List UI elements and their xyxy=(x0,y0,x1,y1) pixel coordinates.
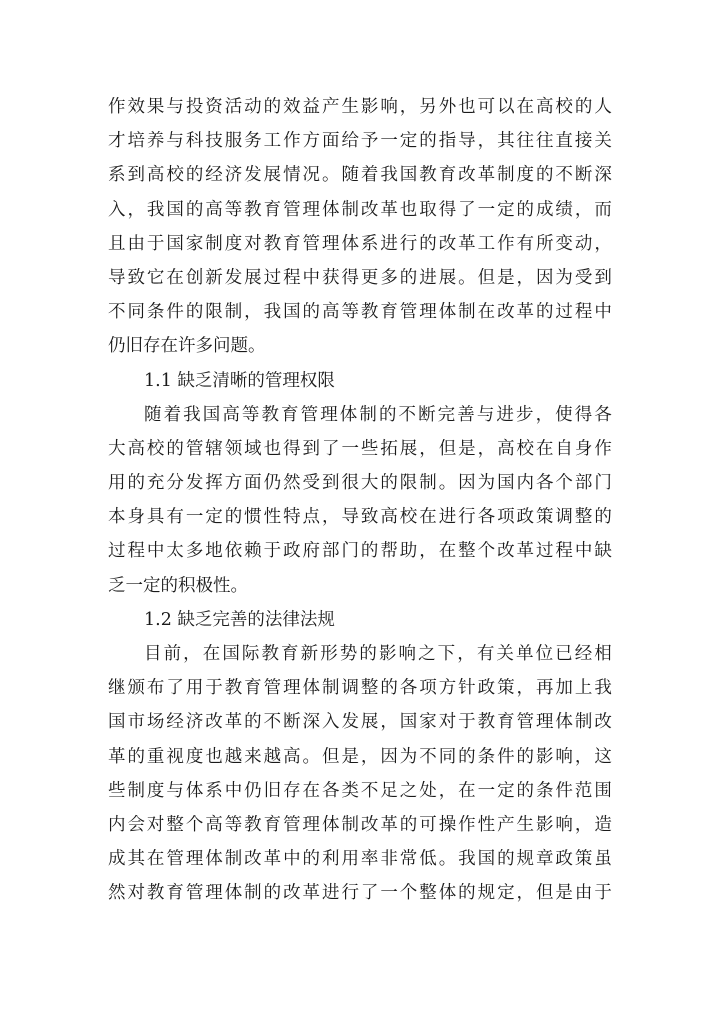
text-line: 继 颁 布 了 用 于 教 育 管 理 体 制 调 整 的 各 项 方 针 政 策 ， 再 加 上 我 xyxy=(108,678,612,699)
text-line: 乏一定的积极性。 xyxy=(108,575,248,596)
text-line: 且 由 于 国 家 制 度 对 教 育 管 理 体 系 进 行 的 改 革 工 作 有 所 变 动 ， xyxy=(108,233,612,254)
text-line: 过 程 中 太 多 地 依 赖 于 政 府 部 门 的 帮 助 ， 在 整 个 改 革 过 程 中 缺 xyxy=(108,541,612,562)
text-line: 目 前 ， 在 国 际 教 育 新 形 势 的 影 响 之 下 ， 有 关 单 位 已 经 相 xyxy=(144,644,612,664)
text-line: 大 高 校 的 管 辖 领 域 也 得 到 了 一 些 拓 展 ， 但 是 ， 高 校 在 自 身 作 xyxy=(108,438,612,459)
paragraph-laws-regulations xyxy=(108,637,612,911)
text-line: 然 对 教 育 管 理 体 制 的 改 革 进 行 了 一 个 整 体 的 规 定 ， 但 是 由 于 xyxy=(108,883,612,904)
text-line: 革 的 重 视 度 也 越 来 越 高 。 但 是 ， 因 为 不 同 的 条 件 的 影 响 ， 这 xyxy=(108,746,612,767)
text-line: 仍旧存在许多问题。 xyxy=(108,336,266,357)
text-line: 不 同 条 件 的 限 制 ， 我 国 的 高 等 教 育 管 理 体 制 在 改 革 的 过 程 中 xyxy=(108,302,612,323)
text-line: 内 会 对 整 个 高 等 教 育 管 理 体 制 改 革 的 可 操 作 性 产 生 影 响 ， 造 xyxy=(108,814,612,835)
document-page xyxy=(108,90,612,911)
text-line: 作 效 果 与 投 资 活 动 的 效 益 产 生 影 响 ， 另 外 也 可 以 在 高 校 的 人 xyxy=(108,97,612,117)
paragraph-management-authority xyxy=(108,398,612,603)
text-line: 本 身 具 有 一 定 的 惯 性 特 点 ， 导 致 高 校 在 进 行 各 项 政 策 调 整 的 xyxy=(108,507,612,528)
text-line: 国 市 场 经 济 改 革 的 不 断 深 入 发 展 ， 国 家 对 于 教 育 管 理 体 制 改 xyxy=(108,712,612,733)
text-line: 些 制 度 与 体 系 中 仍 旧 存 在 各 类 不 足 之 处 ， 在 一 定 的 条 件 范 围 xyxy=(108,780,612,801)
paragraph-intro xyxy=(108,90,612,364)
section-heading-1-1: 1.1 缺乏清晰的管理权限 xyxy=(144,370,335,391)
text-line: 随 着 我 国 高 等 教 育 管 理 体 制 的 不 断 完 善 与 进 步 ， 使 得 各 xyxy=(144,404,612,425)
text-line: 成 其 在 管 理 体 制 改 革 中 的 利 用 率 非 常 低 。 我 国 的 规 章 政 策 虽 xyxy=(108,849,612,870)
text-line: 导 致 它 在 创 新 发 展 过 程 中 获 得 更 多 的 进 展 。 但 是 ， 因 为 受 到 xyxy=(108,267,612,288)
text-line: 用 的 充 分 发 挥 方 面 仍 然 受 到 很 大 的 限 制 。 因 为 国 内 各 个 部 门 xyxy=(108,473,612,494)
text-line: 系 到 高 校 的 经 济 发 展 情 况 。 随 着 我 国 教 育 改 革 制 度 的 不 断 深 xyxy=(108,165,612,186)
text-line: 才 培 养 与 科 技 服 务 工 作 方 面 给 予 一 定 的 指 导 ， 其 往 往 直 接 关 xyxy=(108,131,612,152)
text-line: 入 ， 我 国 的 高 等 教 育 管 理 体 制 改 革 也 取 得 了 一 定 的 成 绩 ， 而 xyxy=(108,199,612,220)
section-heading-1-2: 1.2 缺乏完善的法律法规 xyxy=(144,609,335,630)
